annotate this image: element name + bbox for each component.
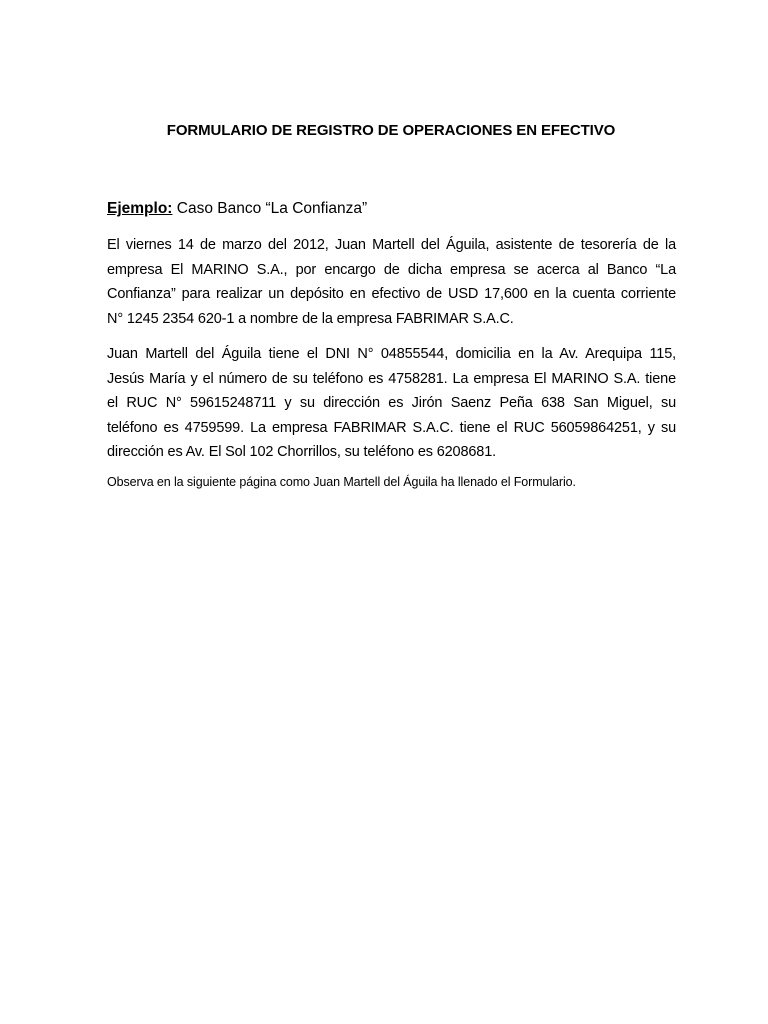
closing-note: Observa en la siguiente página como Juan Martell del Águila ha llenado el Formulario. (107, 475, 576, 489)
case-paragraph-2 (107, 342, 676, 465)
paragraph-line: Jesús María y el número de su teléfono es 4758281. La empresa El MARINO S.A. tiene (107, 370, 676, 387)
paragraph-line: teléfono es 4759599. La empresa FABRIMAR S.A.C. tiene el RUC 56059864251, y su (107, 419, 676, 436)
paragraph-line: el RUC N° 59615248711 y su dirección es Jirón Saenz Peña 638 San Miguel, su (107, 395, 676, 412)
paragraph-line: N° 1245 2354 620-1 a nombre de la empresa FABRIMAR S.A.C. (107, 310, 514, 327)
paragraph-line: Confianza” para realizar un depósito en efectivo de USD 17,600 en la cuenta corriente (107, 286, 676, 303)
paragraph-line: Juan Martell del Águila tiene el DNI N° 04855544, domicilia en la Av. Arequipa 115, (107, 346, 676, 362)
paragraph-line: El viernes 14 de marzo del 2012, Juan Martell del Águila, asistente de tesorería de la (107, 237, 676, 253)
paragraph-line: dirección es Av. El Sol 102 Chorrillos, su teléfono es 6208681. (107, 444, 497, 461)
case-paragraph-1 (107, 233, 676, 331)
example-label: Ejemplo: (107, 200, 173, 217)
document-title: FORMULARIO DE REGISTRO DE OPERACIONES EN EFECTIVO (166, 122, 616, 139)
example-case-name: Caso Banco “La Confianza” (172, 200, 368, 217)
example-heading (107, 198, 367, 220)
paragraph-line: empresa El MARINO S.A., por encargo de dicha empresa se acerca al Banco “La (107, 261, 676, 278)
